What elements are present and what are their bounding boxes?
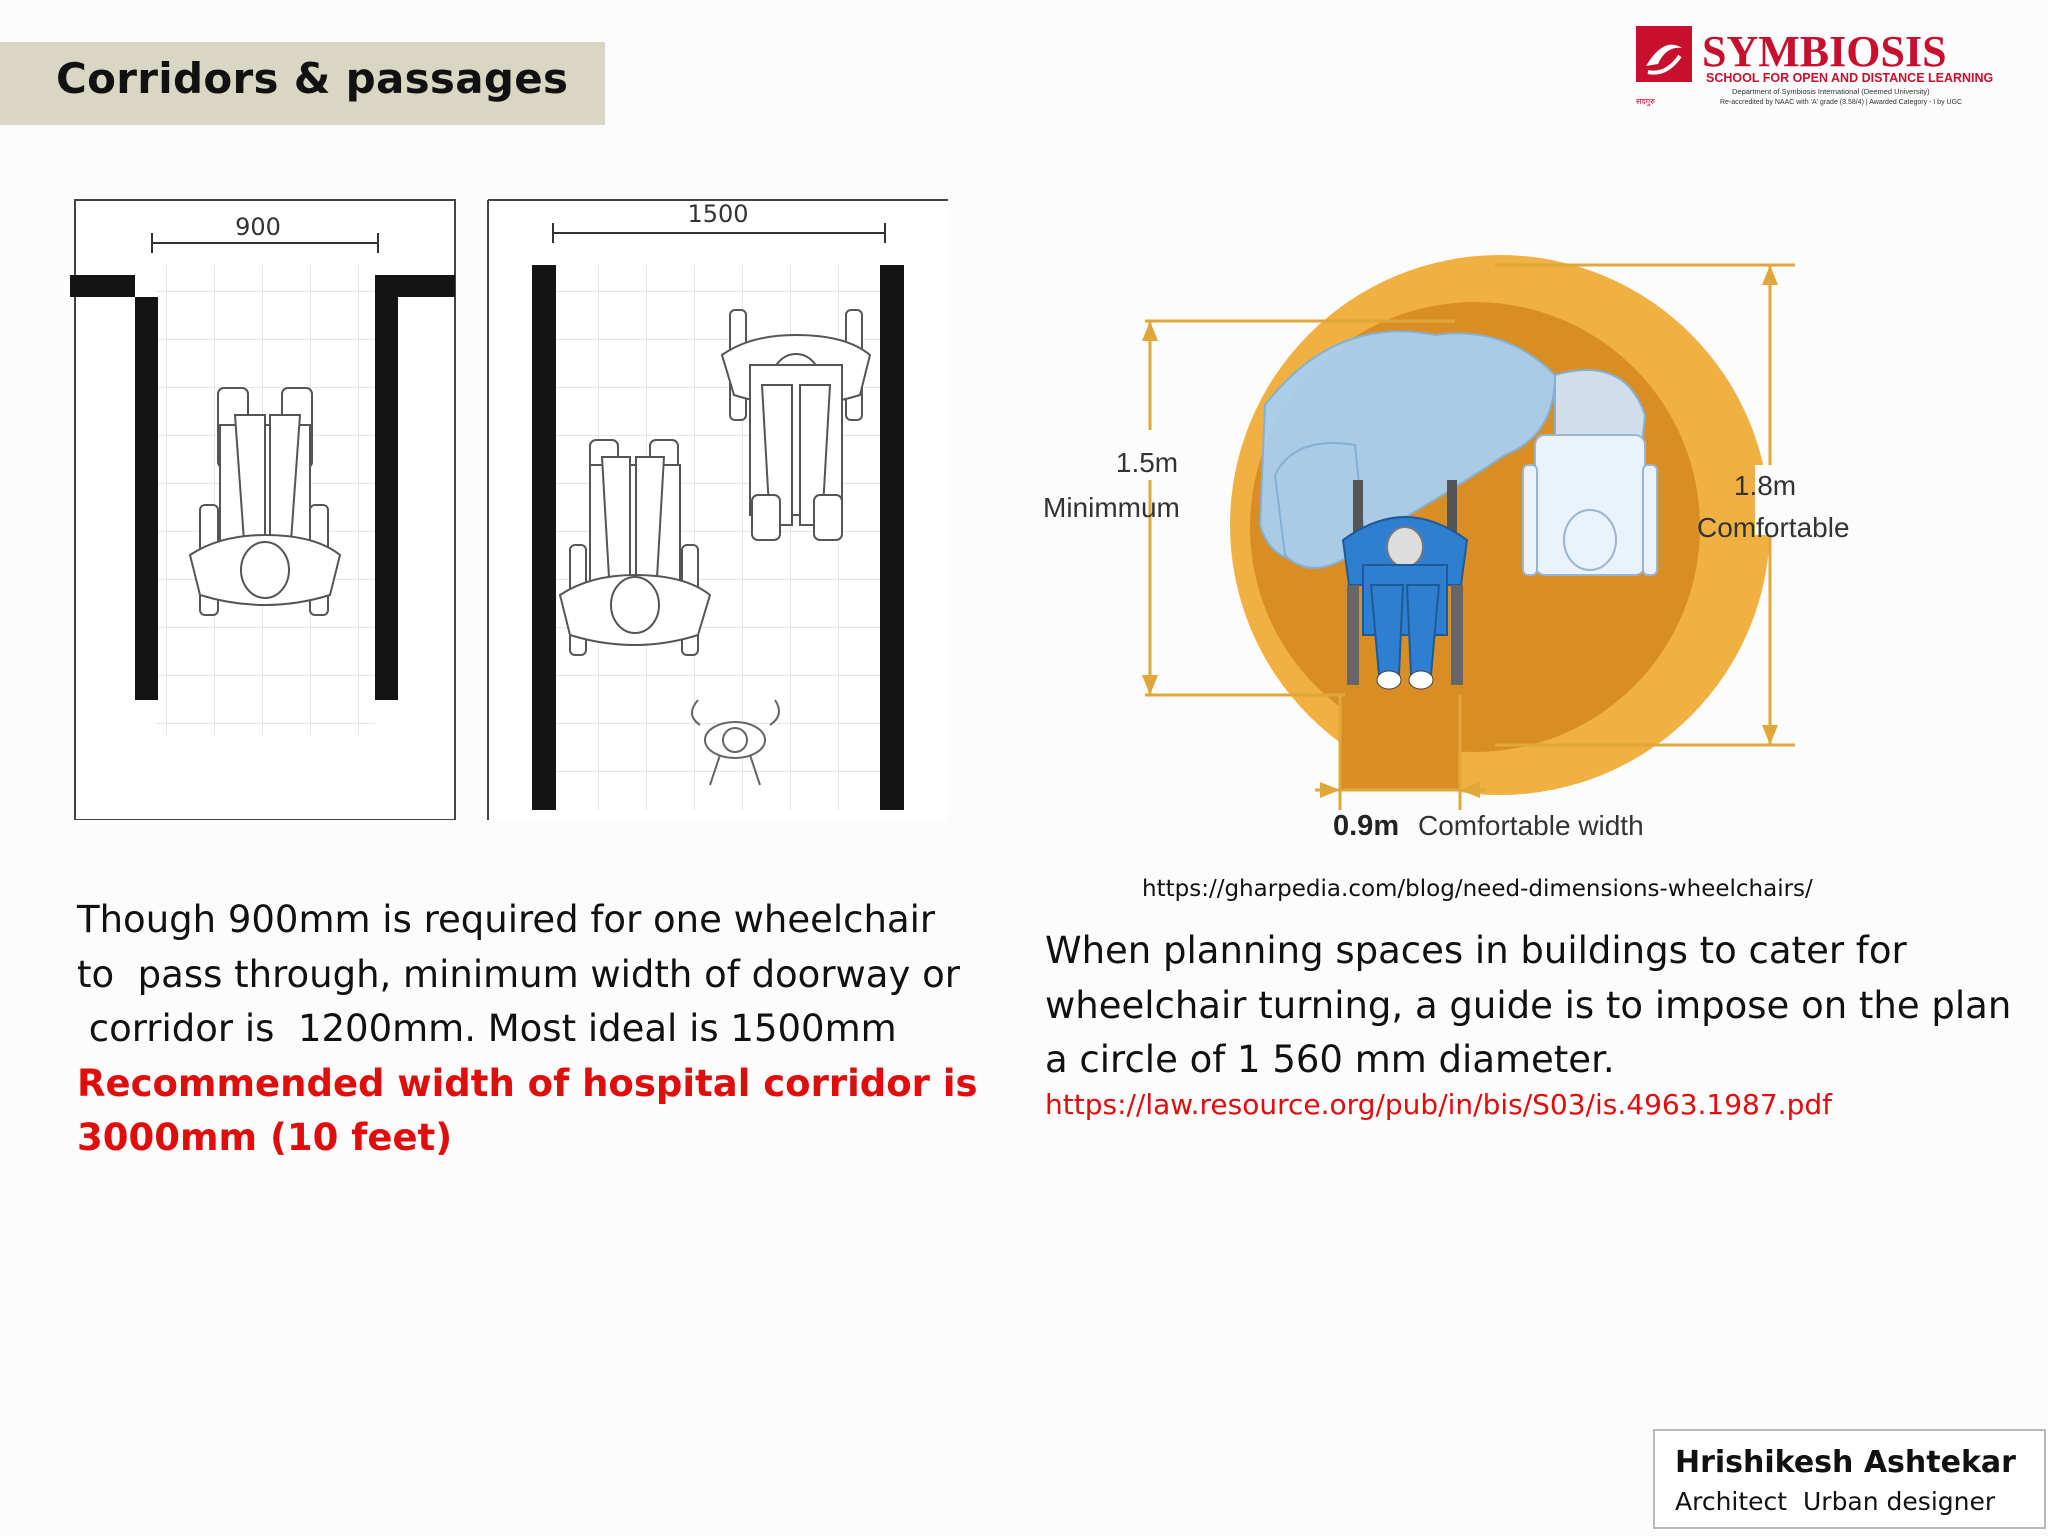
min-text-label: Minimmum (1043, 492, 1180, 523)
width-band (1340, 695, 1460, 790)
dim-900-label: 900 (235, 213, 281, 241)
source-link-gharpedia[interactable]: https://gharpedia.com/blog/need-dimensions-wheelchairs/ (1142, 876, 1813, 902)
turning-circle-text (1045, 924, 2025, 1088)
author-box (1653, 1429, 2046, 1529)
turning-circle-diagram (1035, 255, 1895, 855)
comfort-text-label: Comfortable (1697, 512, 1850, 543)
source-link-bis[interactable]: https://law.resource.org/pub/in/bis/S03/is.4963.1987.pdf (1045, 1088, 1832, 1121)
logo-line2: Department of Symbiosis International (Deemed University) (1732, 87, 1930, 96)
text-line: corridor is 1200mm. Most ideal is 1500mm (77, 1007, 897, 1050)
logo-line1: SCHOOL FOR OPEN AND DISTANCE LEARNING (1706, 71, 1994, 85)
text-line: When planning spaces in buildings to cater for (1045, 929, 1907, 972)
dim-1500-label: 1500 (687, 200, 749, 228)
logo-line3: Re-accredited by NAAC with 'A' grade (3.58/4) | Awarded Category - I by UGC (1720, 99, 1963, 106)
text-line: wheelchair turning, a guide is to impose on the plan (1045, 983, 2012, 1027)
slide-title: Corridors & passages (56, 54, 569, 103)
hospital-corridor-note: 3000mm (10 feet) (77, 1116, 453, 1159)
comfort-value-label: 1.8m (1733, 470, 1797, 501)
panel-900 (70, 200, 455, 820)
author-name: Hrishikesh Ashtekar (1675, 1445, 2016, 1480)
text-line: a circle of 1 560 mm diameter. (1045, 1038, 1615, 1081)
svg-text:सदगुरु: सदगुरु (1636, 97, 1655, 106)
panel-1500 (488, 200, 948, 820)
text-line: to pass through, minimum width of doorway or (77, 952, 960, 996)
min-value-label: 1.5m (1115, 447, 1179, 478)
corridor-width-diagram (70, 195, 950, 820)
width-text-label: Comfortable width (1418, 810, 1644, 841)
symbiosis-logo (1636, 26, 2026, 114)
hospital-corridor-note: Recommended width of hospital corridor is (77, 1061, 978, 1105)
text-line: Though 900mm is required for one wheelchair (77, 898, 936, 941)
author-role: Architect Urban designer (1675, 1487, 1996, 1516)
width-value-label: 0.9m (1333, 810, 1400, 842)
corridor-width-text (77, 893, 997, 1166)
logo-wordmark: SYMBIOSIS (1702, 27, 1947, 76)
ghost-wheelchair-icon (1523, 435, 1657, 575)
